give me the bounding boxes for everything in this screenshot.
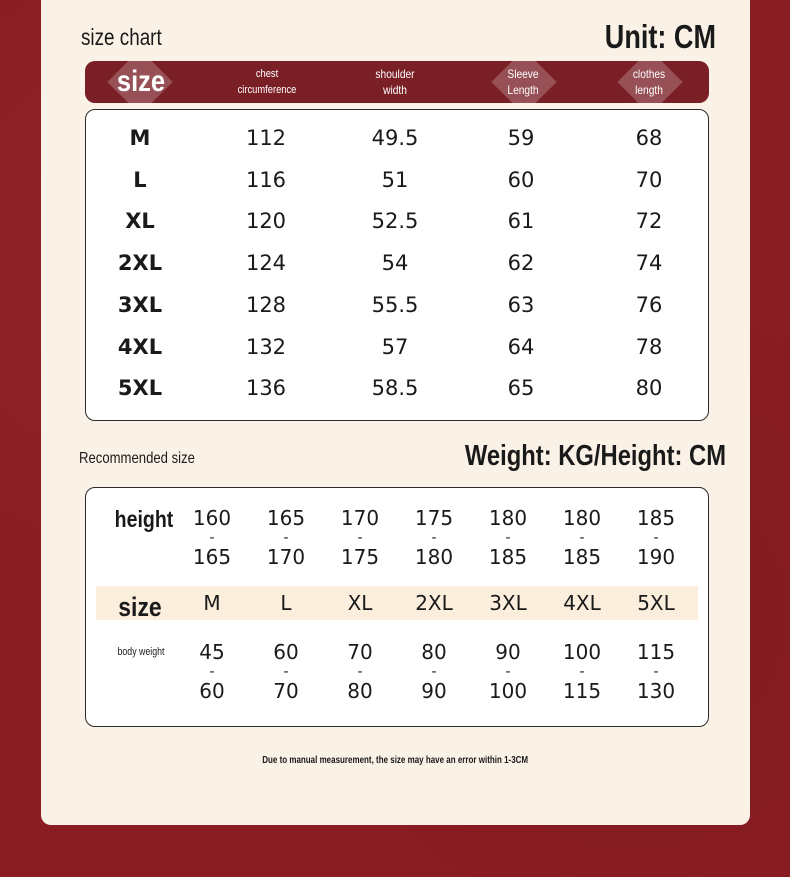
measurement-cell: 64: [507, 334, 535, 359]
recommended-size: XL: [347, 591, 373, 615]
weight-range-max: 130: [636, 679, 676, 703]
size-table: [85, 109, 709, 421]
measurement-note: Due to manual measurement, the size may have an error within 1-3CM: [262, 755, 529, 766]
table-row: [86, 368, 708, 408]
measurement-cell: 70: [635, 167, 663, 192]
table-row: [86, 243, 708, 283]
measurement-cell: 80: [635, 376, 663, 401]
height-range: [256, 504, 316, 572]
weight-range-min: 100: [562, 640, 602, 664]
height-range-max: 190: [636, 545, 676, 569]
weight-range-max: 60: [199, 679, 225, 703]
measurement-cell: 76: [635, 292, 663, 317]
measurement-cell: 61: [507, 209, 535, 234]
measurement-cell: 57: [381, 334, 409, 359]
measurement-cell: 51: [381, 167, 409, 192]
weight-range: [552, 638, 612, 706]
measurement-cell: 49.5: [371, 126, 419, 150]
measurement-cell: 62: [507, 251, 535, 276]
size-cell: L: [133, 167, 147, 192]
measurement-cell: 78: [635, 334, 663, 359]
weight-range: [330, 638, 390, 706]
recommended-size: L: [280, 591, 292, 615]
height-range-max: 165: [192, 545, 232, 569]
weight-range: [256, 638, 316, 706]
header-size: size: [116, 65, 166, 98]
range-dash: -: [283, 664, 289, 680]
height-range: [478, 504, 538, 572]
measurement-cell: 112: [245, 126, 287, 150]
height-range: [626, 504, 686, 572]
range-dash: -: [209, 530, 215, 546]
weight-range-min: 80: [421, 640, 447, 664]
measurement-cell: 120: [245, 209, 287, 234]
size-cell: 3XL: [117, 292, 163, 317]
height-range-min: 185: [636, 506, 676, 530]
body-weight-label: body weight: [117, 646, 165, 658]
weight-range-max: 100: [488, 679, 528, 703]
measurement-cell: 65: [507, 376, 535, 401]
weight-range: [404, 638, 464, 706]
weight-range-min: 70: [347, 640, 373, 664]
table-row: [86, 327, 708, 367]
table-row: [86, 201, 708, 241]
height-range-min: 160: [192, 506, 232, 530]
weight-range-min: 90: [495, 640, 521, 664]
header-chest: chest circumference: [237, 68, 297, 96]
header-clothes-length: clothes length: [632, 67, 666, 97]
height-label: height: [114, 506, 174, 532]
range-dash: -: [579, 664, 585, 680]
weight-range-max: 115: [562, 679, 602, 703]
height-range-min: 165: [266, 506, 306, 530]
height-range-max: 185: [488, 545, 528, 569]
measurement-cell: 54: [381, 251, 409, 276]
recommended-size: 3XL: [489, 591, 527, 615]
range-dash: -: [357, 664, 363, 680]
measurement-cell: 132: [245, 334, 287, 359]
measurement-cell: 68: [635, 126, 663, 150]
size-cell: 4XL: [117, 334, 163, 359]
measurement-cell: 60: [507, 167, 535, 192]
recommended-size: 4XL: [563, 591, 601, 615]
height-range-max: 170: [266, 545, 306, 569]
range-dash: -: [431, 530, 437, 546]
size-cell: XL: [125, 209, 155, 234]
recommended-size: M: [203, 591, 221, 615]
measurement-cell: 52.5: [371, 209, 419, 234]
range-dash: -: [357, 530, 363, 546]
measurement-cell: 74: [635, 251, 663, 276]
size-cell: M: [129, 126, 151, 150]
recommended-table: [85, 487, 709, 727]
table-row: [86, 160, 708, 200]
unit-label: Unit: CM: [604, 18, 716, 55]
weight-range: [478, 638, 538, 706]
height-range: [182, 504, 242, 572]
size-chart-header: [85, 61, 709, 103]
table-row: [86, 285, 708, 325]
measurement-cell: 136: [245, 376, 287, 401]
height-range-min: 175: [414, 506, 454, 530]
height-range-min: 180: [488, 506, 528, 530]
recommended-title: Recommended size: [79, 450, 195, 467]
weight-height-unit: Weight: KG/Height: CM: [464, 440, 726, 472]
size-cell: 2XL: [117, 251, 163, 276]
weight-range: [182, 638, 242, 706]
range-dash: -: [505, 664, 511, 680]
height-range-min: 180: [562, 506, 602, 530]
height-range-max: 175: [340, 545, 380, 569]
height-range: [404, 504, 464, 572]
table-row: [86, 118, 708, 158]
size-chart-title: size chart: [81, 24, 162, 50]
weight-range-min: 45: [199, 640, 225, 664]
recommended-size: 2XL: [415, 591, 453, 615]
height-range-min: 170: [340, 506, 380, 530]
header-shoulder: shoulder width: [375, 67, 415, 97]
height-range-max: 185: [562, 545, 602, 569]
weight-range: [626, 638, 686, 706]
size-label: size: [118, 592, 162, 622]
measurement-cell: 58.5: [371, 376, 419, 401]
height-range: [552, 504, 612, 572]
size-cell: 5XL: [117, 376, 163, 401]
measurement-cell: 59: [507, 126, 535, 150]
range-dash: -: [579, 530, 585, 546]
range-dash: -: [653, 664, 659, 680]
weight-range-max: 90: [421, 679, 447, 703]
range-dash: -: [653, 530, 659, 546]
measurement-cell: 116: [245, 167, 287, 192]
recommended-size: 5XL: [637, 591, 675, 615]
range-dash: -: [209, 664, 215, 680]
measurement-cell: 128: [245, 292, 287, 317]
weight-range-min: 115: [636, 640, 676, 664]
range-dash: -: [505, 530, 511, 546]
range-dash: -: [431, 664, 437, 680]
header-sleeve: Sleeve Length: [507, 67, 539, 97]
height-range-max: 180: [414, 545, 454, 569]
weight-range-max: 70: [273, 679, 299, 703]
height-range: [330, 504, 390, 572]
weight-range-min: 60: [273, 640, 299, 664]
weight-range-max: 80: [347, 679, 373, 703]
measurement-cell: 124: [245, 251, 287, 276]
measurement-cell: 72: [635, 209, 663, 234]
range-dash: -: [283, 530, 289, 546]
measurement-cell: 55.5: [371, 292, 419, 317]
measurement-cell: 63: [507, 292, 535, 317]
